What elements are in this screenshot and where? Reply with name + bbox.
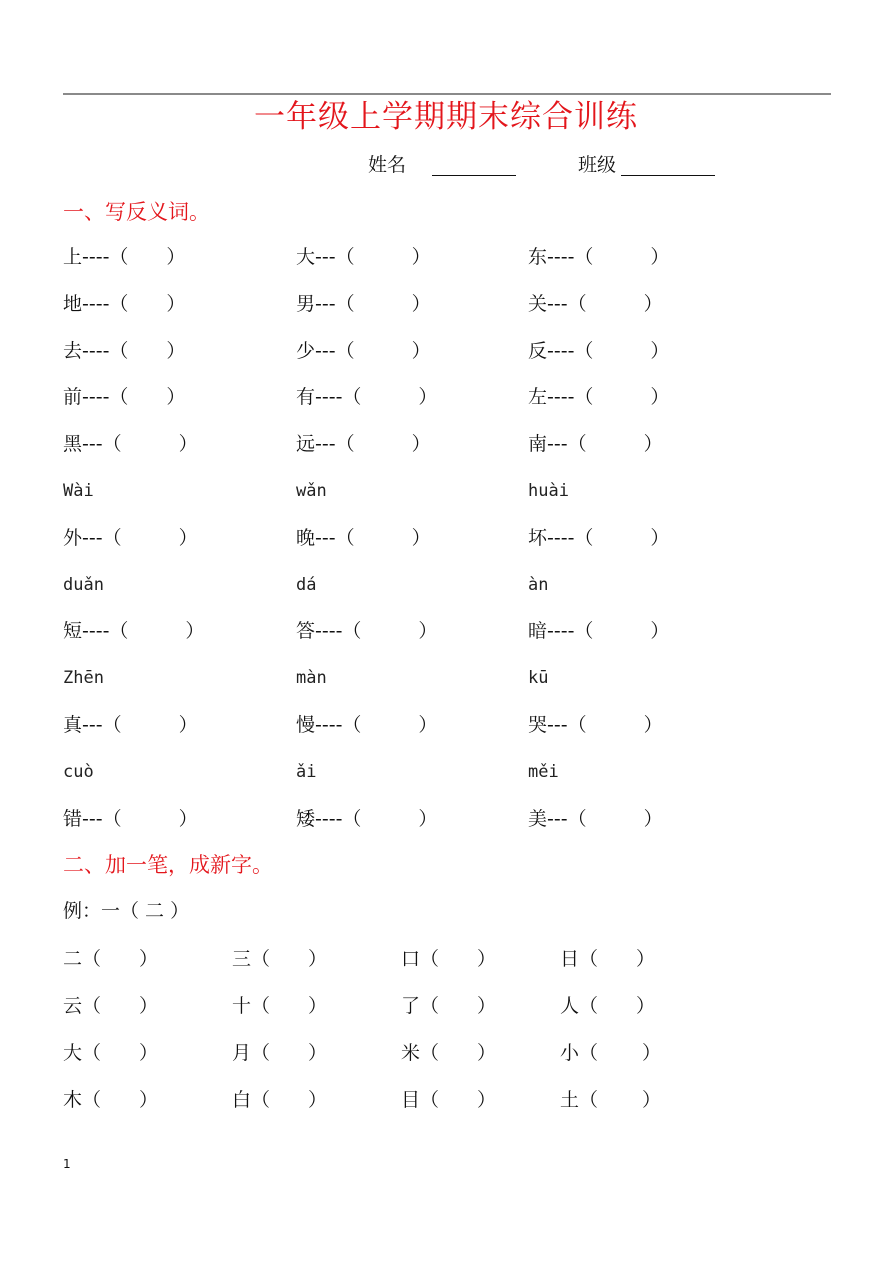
name-blank-line bbox=[432, 175, 516, 176]
antonym-item: 坏----（ ） bbox=[528, 526, 670, 549]
stroke-item: 小（ ） bbox=[560, 1042, 662, 1064]
pinyin-hint: měi bbox=[528, 761, 559, 782]
antonym-item: 男---（ ） bbox=[296, 292, 431, 315]
stroke-item: 大（ ） bbox=[63, 1042, 159, 1064]
worksheet-title: 一年级上学期期末综合训练 bbox=[254, 99, 638, 135]
antonym-item: 黑---（ ） bbox=[63, 433, 198, 456]
section2-title: 二、加一笔，成新字。 bbox=[63, 853, 273, 877]
antonym-item: 晚---（ ） bbox=[296, 526, 431, 549]
pinyin-hint: ǎi bbox=[296, 761, 317, 782]
antonym-item: 哭---（ ） bbox=[528, 714, 663, 736]
antonym-item: 错---（ ） bbox=[63, 807, 198, 830]
antonym-item: 慢----（ ） bbox=[296, 714, 438, 736]
antonym-item: 左----（ ） bbox=[528, 386, 670, 409]
section1-title: 一、写反义词。 bbox=[63, 200, 210, 224]
stroke-item: 土（ ） bbox=[560, 1089, 662, 1111]
antonym-item: 外---（ ） bbox=[63, 526, 198, 549]
pinyin-hint: kū bbox=[528, 668, 549, 689]
name-label: 姓名 bbox=[368, 154, 407, 176]
stroke-item: 月（ ） bbox=[232, 1042, 328, 1064]
pinyin-hint: Wài bbox=[63, 481, 94, 501]
stroke-item: 云（ ） bbox=[63, 995, 159, 1017]
stroke-item: 目（ ） bbox=[401, 1089, 497, 1111]
antonym-item: 少---（ ） bbox=[296, 339, 431, 362]
antonym-item: 反----（ ） bbox=[528, 339, 670, 362]
stroke-item: 十（ ） bbox=[232, 995, 328, 1017]
stroke-item: 了（ ） bbox=[401, 995, 497, 1017]
antonym-item: 前----（ ） bbox=[63, 386, 186, 409]
pinyin-hint: huài bbox=[528, 481, 569, 501]
pinyin-hint: màn bbox=[296, 668, 327, 689]
page-number: 1 bbox=[63, 1157, 71, 1171]
antonym-item: 真---（ ） bbox=[63, 714, 198, 736]
pinyin-hint: wǎn bbox=[296, 481, 327, 501]
antonym-item: 地----（ ） bbox=[63, 292, 186, 315]
pinyin-hint: Zhēn bbox=[63, 668, 104, 689]
antonym-item: 去----（ ） bbox=[63, 339, 186, 362]
pinyin-hint: dá bbox=[296, 574, 317, 595]
antonym-item: 上----（ ） bbox=[63, 246, 186, 268]
antonym-item: 矮----（ ） bbox=[296, 807, 438, 830]
antonym-item: 关---（ ） bbox=[528, 292, 663, 315]
antonym-item: 大---（ ） bbox=[296, 246, 431, 268]
antonym-item: 美---（ ） bbox=[528, 807, 663, 830]
antonym-item: 答----（ ） bbox=[296, 620, 438, 643]
antonym-item: 东----（ ） bbox=[528, 246, 670, 268]
stroke-item: 口（ ） bbox=[401, 948, 497, 970]
stroke-item: 白（ ） bbox=[232, 1089, 328, 1111]
stroke-item: 米（ ） bbox=[401, 1042, 497, 1064]
example-line: 例：一（ 二 ） bbox=[63, 900, 190, 922]
stroke-item: 人（ ） bbox=[560, 995, 656, 1017]
pinyin-hint: duǎn bbox=[63, 574, 104, 595]
antonym-item: 南---（ ） bbox=[528, 433, 663, 456]
stroke-item: 二（ ） bbox=[63, 948, 159, 970]
stroke-item: 日（ ） bbox=[560, 948, 656, 970]
stroke-item: 三（ ） bbox=[232, 948, 328, 970]
antonym-item: 暗----（ ） bbox=[528, 620, 670, 643]
stroke-item: 木（ ） bbox=[63, 1089, 159, 1111]
antonym-item: 短----（ ） bbox=[63, 620, 205, 643]
pinyin-hint: cuò bbox=[63, 761, 94, 782]
pinyin-hint: àn bbox=[528, 574, 549, 595]
antonym-item: 远---（ ） bbox=[296, 433, 431, 456]
antonym-item: 有----（ ） bbox=[296, 386, 438, 409]
top-rule bbox=[63, 93, 831, 95]
class-label: 班级 bbox=[578, 154, 617, 176]
class-blank-line bbox=[621, 175, 715, 176]
